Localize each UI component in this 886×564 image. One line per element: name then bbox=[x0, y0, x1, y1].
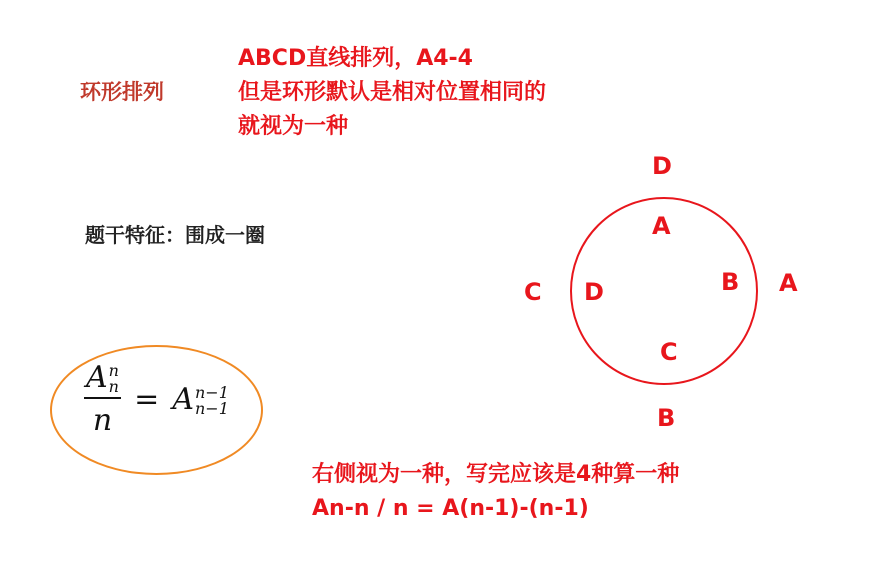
formula-denominator: n bbox=[92, 403, 113, 438]
inner-label-bottom: C bbox=[660, 338, 678, 366]
formula-fraction bbox=[84, 360, 121, 438]
outer-label-right: A bbox=[779, 269, 798, 297]
inner-label-top: A bbox=[652, 212, 671, 240]
rhs-base: A bbox=[172, 381, 194, 417]
rhs-sup: n−1 bbox=[194, 382, 229, 402]
bottom-note-line-1: 右侧视为一种，写完应该是4种算一种 bbox=[312, 462, 680, 487]
numerator-indices bbox=[109, 363, 119, 395]
numerator-sup: n bbox=[108, 361, 119, 380]
numerator-sub: n bbox=[108, 377, 119, 396]
topic-title: 环形排列 bbox=[80, 80, 164, 104]
outer-label-bottom: B bbox=[657, 404, 676, 432]
bottom-note-line-2: An-n / n = A(n-1)-(n-1) bbox=[312, 496, 589, 521]
rhs-sub: n−1 bbox=[194, 398, 229, 418]
note-line-3: 就视为一种 bbox=[238, 114, 349, 139]
formula-equals: = bbox=[134, 381, 160, 417]
outer-label-left: C bbox=[524, 278, 542, 306]
rhs-indices bbox=[194, 382, 229, 418]
inner-label-right: B bbox=[721, 268, 740, 296]
note-line-1: ABCD直线排列，A4-4 bbox=[238, 46, 473, 71]
feature-text: 题干特征：围成一圈 bbox=[85, 223, 265, 247]
outer-label-top: D bbox=[652, 152, 672, 180]
note-line-2: 但是环形默认是相对位置相同的 bbox=[238, 80, 547, 105]
formula-numerator bbox=[84, 360, 121, 399]
formula bbox=[84, 360, 229, 438]
numerator-base: A bbox=[86, 360, 108, 395]
formula-rhs bbox=[172, 382, 229, 417]
inner-label-left: D bbox=[584, 278, 604, 306]
